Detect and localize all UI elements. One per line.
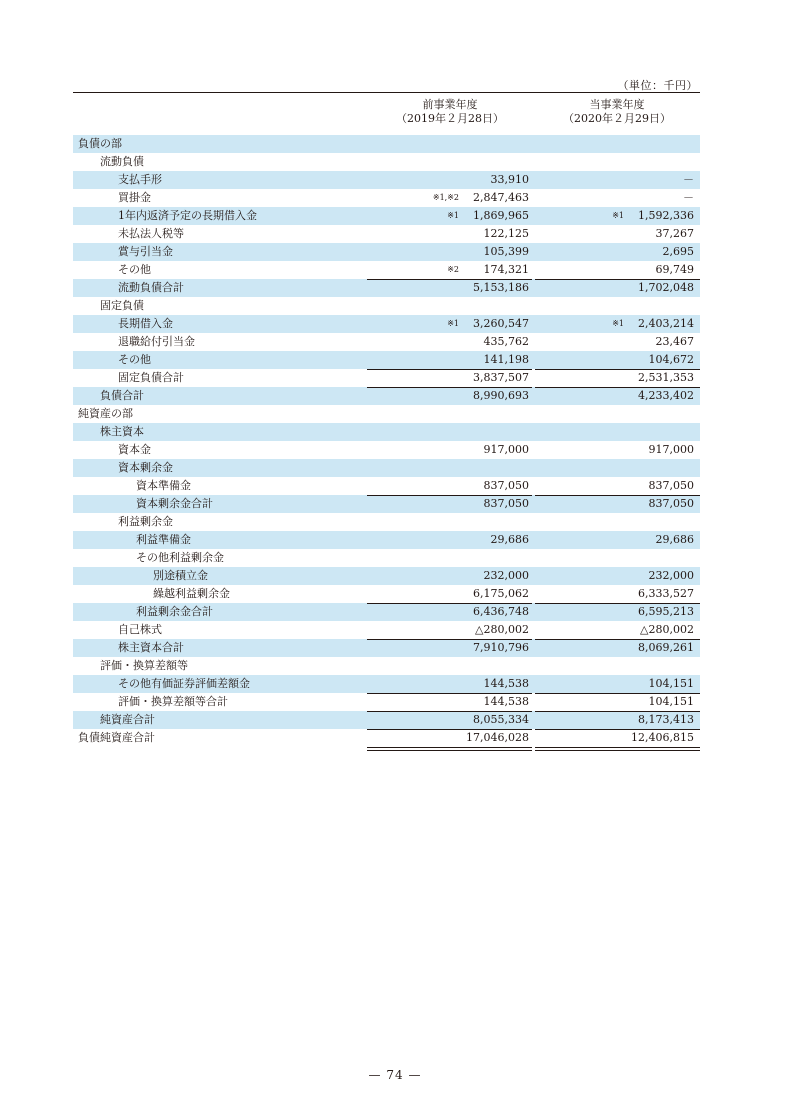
table-row [73, 477, 700, 495]
value-curr: 104,151 [648, 677, 694, 690]
row-label: 流動負債 [100, 155, 144, 168]
value-prev: 5,153,186 [473, 281, 529, 294]
balance-sheet-table [73, 135, 700, 747]
column-date-curr: （2020年２月29日） [563, 112, 671, 125]
row-label: その他 [118, 353, 151, 366]
row-label: 利益準備金 [136, 533, 191, 546]
note-marker-curr: ※1 [612, 319, 624, 328]
table-row [73, 387, 700, 405]
value-prev: 29,686 [490, 533, 529, 546]
subtotal-rule [367, 711, 532, 712]
table-row [73, 675, 700, 693]
table-row [73, 405, 700, 423]
table-row [73, 369, 700, 387]
row-label: 賞与引当金 [118, 245, 173, 258]
subtotal-rule [367, 693, 532, 694]
value-curr: 4,233,402 [638, 389, 694, 402]
value-prev: 33,910 [490, 173, 529, 186]
unit-label: （単位：千円） [617, 79, 698, 92]
total-double-rule [367, 747, 532, 751]
value-curr: 37,267 [655, 227, 694, 240]
note-marker-prev: ※2 [447, 265, 459, 274]
table-row [73, 693, 700, 711]
row-label: 繰越利益剰余金 [153, 587, 230, 600]
row-label: 純資産合計 [100, 713, 155, 726]
column-header-curr [537, 98, 697, 126]
value-prev: 17,046,028 [466, 731, 529, 744]
value-curr: 2,695 [662, 245, 694, 258]
value-prev: 3,260,547 [473, 317, 529, 330]
value-prev: 105,399 [483, 245, 529, 258]
row-label: 固定負債 [100, 299, 144, 312]
subtotal-rule [535, 639, 700, 640]
value-curr: 69,749 [655, 263, 694, 276]
value-prev: 2,847,463 [473, 191, 529, 204]
table-row [73, 495, 700, 513]
value-prev: 232,000 [483, 569, 529, 582]
row-label: 負債の部 [78, 137, 122, 150]
subtotal-rule [367, 729, 532, 730]
table-row [73, 279, 700, 297]
value-curr: 6,595,213 [638, 605, 694, 618]
value-curr: 8,173,413 [638, 713, 694, 726]
value-prev: 917,000 [483, 443, 529, 456]
column-title-curr: 当事業年度 [589, 98, 645, 111]
row-label: 株主資本合計 [118, 641, 184, 654]
table-row [73, 135, 700, 153]
value-curr: 1,702,048 [638, 281, 694, 294]
table-row [73, 657, 700, 675]
value-curr: △280,002 [640, 623, 694, 636]
value-curr: 6,333,527 [638, 587, 694, 600]
table-row [73, 261, 700, 279]
row-label: 自己株式 [118, 623, 162, 636]
value-curr: 232,000 [648, 569, 694, 582]
subtotal-rule [367, 603, 532, 604]
value-curr: 837,050 [648, 479, 694, 492]
row-label: 固定負債合計 [118, 371, 184, 384]
table-row [73, 153, 700, 171]
value-prev: 8,990,693 [473, 389, 529, 402]
row-label: 資本剰余金 [118, 461, 173, 474]
row-label: 資本金 [118, 443, 151, 456]
row-label: 支払手形 [118, 173, 162, 186]
value-prev: 3,837,507 [473, 371, 529, 384]
value-prev: 8,055,334 [473, 713, 529, 726]
subtotal-rule [535, 279, 700, 280]
value-curr: 23,467 [655, 335, 694, 348]
note-marker-prev: ※1,※2 [432, 193, 459, 202]
value-curr: － [683, 173, 694, 186]
table-row [73, 729, 700, 747]
page-number: — 74 — [368, 1068, 422, 1082]
table-row [73, 441, 700, 459]
row-label: 資本準備金 [136, 479, 191, 492]
table-row [73, 243, 700, 261]
row-label: 利益剰余金合計 [136, 605, 213, 618]
note-marker-prev: ※1 [447, 211, 459, 220]
value-prev: 174,321 [483, 263, 529, 276]
row-label: 長期借入金 [118, 317, 173, 330]
value-curr: 29,686 [655, 533, 694, 546]
value-prev: 144,538 [483, 677, 529, 690]
table-row [73, 621, 700, 639]
row-label: 負債純資産合計 [78, 731, 155, 744]
subtotal-rule [535, 711, 700, 712]
row-label: 純資産の部 [78, 407, 133, 420]
table-row [73, 171, 700, 189]
subtotal-rule [535, 495, 700, 496]
subtotal-rule [535, 603, 700, 604]
table-row [73, 567, 700, 585]
subtotal-rule [367, 279, 532, 280]
row-label: 未払法人税等 [118, 227, 184, 240]
subtotal-rule [367, 369, 532, 370]
row-label: 資本剰余金合計 [136, 497, 213, 510]
subtotal-rule [535, 387, 700, 388]
table-row [73, 639, 700, 657]
subtotal-rule [535, 369, 700, 370]
value-curr: 2,403,214 [638, 317, 694, 330]
row-label: 流動負債合計 [118, 281, 184, 294]
value-curr: 12,406,815 [631, 731, 694, 744]
value-prev: 1,869,965 [473, 209, 529, 222]
value-prev: 144,538 [483, 695, 529, 708]
value-curr: － [683, 191, 694, 204]
row-label: 買掛金 [118, 191, 151, 204]
row-label: 1年内返済予定の長期借入金 [118, 209, 257, 222]
row-label: その他 [118, 263, 151, 276]
subtotal-rule [535, 693, 700, 694]
table-row [73, 333, 700, 351]
subtotal-rule [535, 729, 700, 730]
table-row [73, 711, 700, 729]
value-prev: 122,125 [483, 227, 529, 240]
value-curr: 837,050 [648, 497, 694, 510]
row-label: 利益剰余金 [118, 515, 173, 528]
table-row [73, 207, 700, 225]
table-row [73, 531, 700, 549]
subtotal-rule [367, 639, 532, 640]
row-label: 別途積立金 [153, 569, 208, 582]
subtotal-rule [367, 495, 532, 496]
row-label: その他有価証券評価差額金 [118, 677, 250, 690]
value-prev: 837,050 [483, 497, 529, 510]
row-label: その他利益剰余金 [136, 551, 224, 564]
value-prev: 435,762 [483, 335, 529, 348]
column-date-prev: （2019年２月28日） [396, 112, 504, 125]
table-row [73, 189, 700, 207]
row-label: 評価・換算差額等合計 [118, 695, 228, 708]
column-title-prev: 前事業年度 [422, 98, 478, 111]
value-prev: 6,175,062 [473, 587, 529, 600]
value-curr: 2,531,353 [638, 371, 694, 384]
total-double-rule [535, 747, 700, 751]
table-row [73, 423, 700, 441]
value-curr: 1,592,336 [638, 209, 694, 222]
table-row [73, 549, 700, 567]
value-curr: 917,000 [648, 443, 694, 456]
value-curr: 104,151 [648, 695, 694, 708]
column-header-prev [370, 98, 530, 126]
note-marker-prev: ※1 [447, 319, 459, 328]
value-prev: △280,002 [475, 623, 529, 636]
table-row [73, 603, 700, 621]
row-label: 負債合計 [100, 389, 144, 402]
table-row [73, 225, 700, 243]
value-prev: 7,910,796 [473, 641, 529, 654]
value-curr: 104,672 [648, 353, 694, 366]
row-label: 評価・換算差額等 [100, 659, 188, 672]
table-row [73, 351, 700, 369]
table-row [73, 585, 700, 603]
table-row [73, 297, 700, 315]
value-prev: 6,436,748 [473, 605, 529, 618]
value-curr: 8,069,261 [638, 641, 694, 654]
table-row [73, 513, 700, 531]
subtotal-rule [367, 387, 532, 388]
header-rule [73, 92, 700, 93]
table-row [73, 315, 700, 333]
value-prev: 141,198 [483, 353, 529, 366]
table-row [73, 459, 700, 477]
row-label: 株主資本 [100, 425, 144, 438]
value-prev: 837,050 [483, 479, 529, 492]
note-marker-curr: ※1 [612, 211, 624, 220]
row-label: 退職給付引当金 [118, 335, 195, 348]
